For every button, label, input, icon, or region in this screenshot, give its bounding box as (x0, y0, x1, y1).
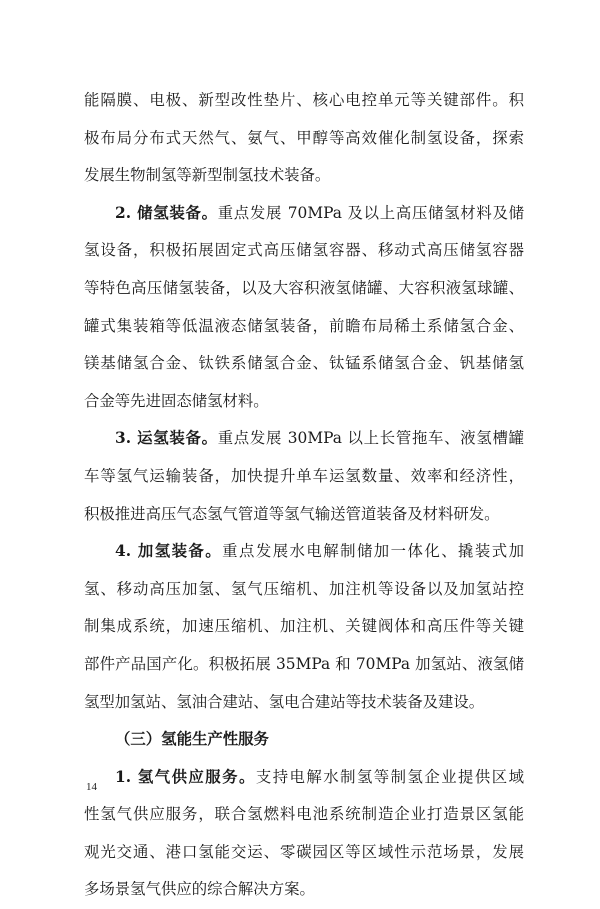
page-number: 14 (86, 781, 97, 793)
paragraph-line: 极布局分布式天然气、氨气、甲醇等高效催化制氢设备，探索 (84, 128, 524, 147)
paragraph-text: 支持电解水制氢等制氢企业提供区域 (255, 767, 524, 786)
section-heading: （三）氢能生产性服务 (115, 730, 269, 749)
paragraph-line: 氢设备，积极拓展固定式高压储氢容器、移动式高压储氢容器 (84, 241, 524, 260)
paragraph-line: 镁基储氢合金、钛铁系储氢合金、钛锰系储氢合金、钒基储氢 (84, 354, 524, 373)
subhead-refueling-equipment: 4. 加氢装备。 (115, 542, 223, 561)
paragraph-line: 观光交通、港口氢能交运、零碳园区等区域性示范场景，发展 (84, 842, 524, 861)
subsection-transport-line (84, 420, 524, 458)
subhead-storage-equipment: 2. 储氢装备。 (115, 203, 218, 222)
paragraph-line: 多场景氢气供应的综合解决方案。 (84, 880, 315, 899)
paragraph-line: 制集成系统，加速压缩机、加注机、关键阀体和高压件等关键 (84, 617, 524, 636)
paragraph-line: 合金等先进固态储氢材料。 (84, 391, 269, 410)
body-text (84, 82, 524, 909)
paragraph-text: 重点发展 30MPa 以上长管拖车、液氢槽罐 (217, 429, 524, 448)
subsection-storage-line (84, 195, 524, 233)
paragraph-line: 等特色高压储氢装备，以及大容积液氢储罐、大容积液氢球罐、 (84, 278, 524, 297)
paragraph-line: 部件产品国产化。积极拓展 35MPa 和 70MPa 加氢站、液氢储 (84, 654, 524, 673)
paragraph-line: 性氢气供应服务，联合氢燃料电池系统制造企业打造景区氢能 (84, 805, 524, 824)
paragraph-line: 车等氢气运输装备，加快提升单车运氢数量、效率和经济性， (84, 466, 524, 485)
paragraph-line: 氢型加氢站、氢油合建站、氢电合建站等技术装备及建设。 (84, 692, 485, 711)
subhead-transport-equipment: 3. 运氢装备。 (115, 429, 218, 448)
paragraph-line: 氢、移动高压加氢、氢气压缩机、加注机等设备以及加氢站控 (84, 579, 524, 598)
paragraph-line: 积极推进高压气态氢气管道等氢气输送管道装备及材料研发。 (84, 504, 500, 523)
paragraph-line: 罐式集装箱等低温液态储氢装备，前瞻布局稀土系储氢合金、 (84, 316, 524, 335)
paragraph-line: 能隔膜、电极、新型改性垫片、核心电控单元等关键部件。积 (84, 91, 524, 109)
paragraph-line: 发展生物制氢等新型制氢技术装备。 (84, 166, 331, 185)
paragraph-text: 重点发展 70MPa 及以上高压储氢材料及储 (217, 203, 524, 222)
subsection-refueling-line (84, 533, 524, 571)
subhead-hydrogen-supply-service: 1. 氢气供应服务。 (115, 767, 256, 786)
subsection-supply-line (84, 759, 524, 797)
paragraph-text: 重点发展水电解制储加一体化、撬装式加 (222, 542, 524, 561)
